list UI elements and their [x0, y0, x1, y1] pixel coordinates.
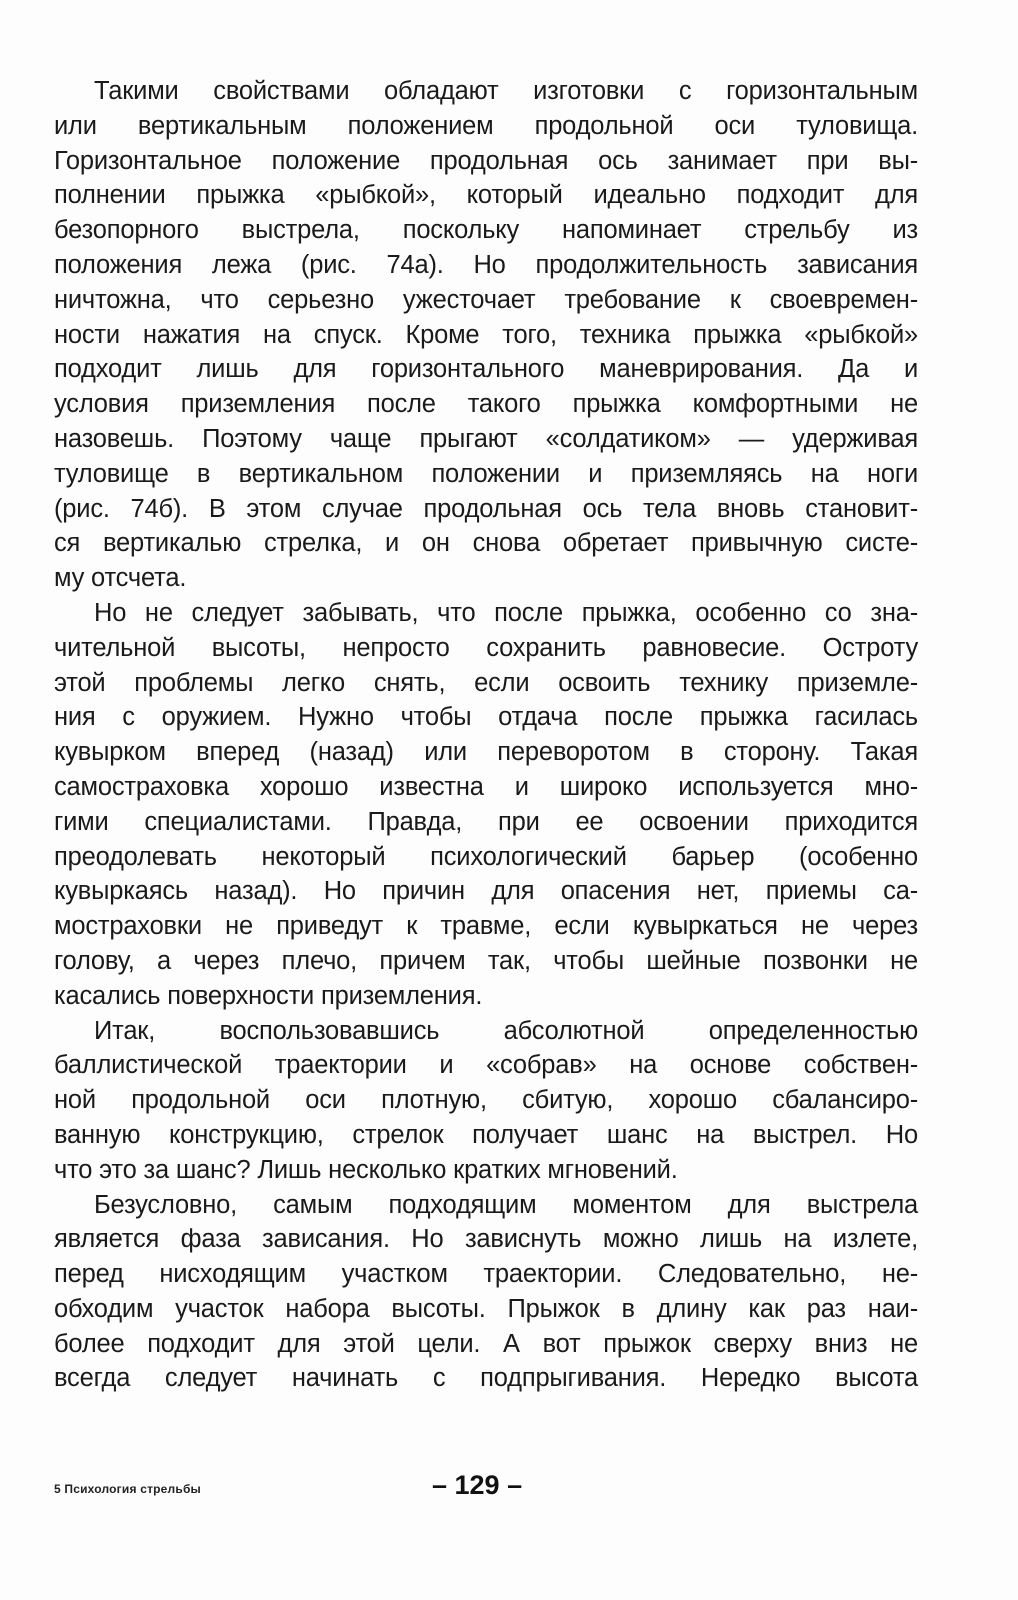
text-line: кувырком вперед (назад) или переворотом в сторону. Такая [54, 738, 918, 767]
text-line: ся вертикалью стрелка, и он снова обретает привычную систе- [54, 529, 918, 558]
text-line: чительной высоты, непросто сохранить равновесие. Остроту [54, 633, 918, 662]
text-line: безопорного выстрела, поскольку напоминает стрельбу из [54, 216, 918, 245]
text-line: (рис. 74б). В этом случае продольная ось тела вновь становит- [54, 494, 918, 523]
text-line: ности нажатия на спуск. Кроме того, техника прыжка «рыбкой» [54, 320, 918, 349]
text-line: ничтожна, что серьезно ужесточает требование к своевремен- [54, 285, 918, 314]
text-line: что это за шанс? Лишь несколько кратких мгновений. [54, 1155, 678, 1184]
text-line: Итак, воспользовавшись абсолютной определенностью [94, 1016, 918, 1045]
paragraph-2 [54, 596, 918, 1014]
text-line: голову, а через плечо, причем так, чтобы шейные позвонки не [54, 946, 918, 975]
text-line: условия приземления после такого прыжка комфортными не [54, 390, 918, 419]
text-line: ной продольной оси плотную, сбитую, хорошо сбалансиро- [54, 1086, 918, 1115]
text-line: подходит лишь для горизонтального маневрирования. Да и [54, 355, 918, 384]
paragraph-1 [54, 74, 918, 596]
text-line: му отсчета. [54, 564, 187, 593]
text-line: всегда следует начинать с подпрыгивания. Нередко высота [54, 1364, 918, 1393]
text-line: ния с оружием. Нужно чтобы отдача после прыжка гасилась [54, 703, 918, 732]
chapter-signature: 5 Психология стрельбы [54, 1482, 202, 1496]
text-line: туловище в вертикальном положении и приземляясь на ноги [54, 459, 918, 488]
page-footer [54, 1470, 918, 1510]
text-line: Горизонтальное положение продольная ось занимает при вы- [54, 146, 918, 175]
text-line: гими специалистами. Правда, при ее освоении приходится [54, 807, 918, 836]
text-line: преодолевать некоторый психологический барьер (особенно [54, 842, 918, 871]
text-line: назовешь. Поэтому чаще прыгают «солдатиком» — удерживая [54, 424, 918, 453]
paragraph-4 [54, 1188, 918, 1397]
text-line: Но не следует забывать, что после прыжка, особенно со зна- [94, 598, 918, 627]
paragraph-3 [54, 1014, 918, 1188]
text-line: обходим участок набора высоты. Прыжок в длину как раз наи- [54, 1294, 918, 1323]
text-line: этой проблемы легко снять, если освоить технику приземле- [54, 668, 918, 697]
text-line: Такими свойствами обладают изготовки с горизонтальным [94, 77, 918, 105]
text-line: или вертикальным положением продольной оси туловища. [54, 111, 918, 140]
text-line: положения лежа (рис. 74а). Но продолжительность зависания [54, 250, 918, 279]
text-line: самостраховка хорошо известна и широко используется мно- [54, 772, 918, 801]
text-line: кувыркаясь назад). Но причин для опасения нет, приемы са- [54, 877, 918, 906]
text-line: ванную конструкцию, стрелок получает шанс на выстрел. Но [54, 1120, 918, 1149]
text-line: баллистической траектории и «собрав» на основе собствен- [54, 1051, 918, 1080]
text-line: является фаза зависания. Но зависнуть можно лишь на излете, [54, 1225, 918, 1254]
text-line: более подходит для этой цели. А вот прыжок сверху вниз не [54, 1329, 918, 1358]
text-line: касались поверхности приземления. [54, 981, 483, 1010]
body-text [54, 74, 918, 1396]
text-line: полнении прыжка «рыбкой», который идеально подходит для [54, 181, 918, 210]
text-line: Безусловно, самым подходящим моментом для выстрела [94, 1190, 918, 1219]
text-line: мостраховки не приведут к травме, если кувыркаться не через [54, 912, 918, 941]
text-line: перед нисходящим участком траектории. Следовательно, не- [54, 1260, 918, 1289]
page-number: – 129 – [432, 1470, 523, 1500]
